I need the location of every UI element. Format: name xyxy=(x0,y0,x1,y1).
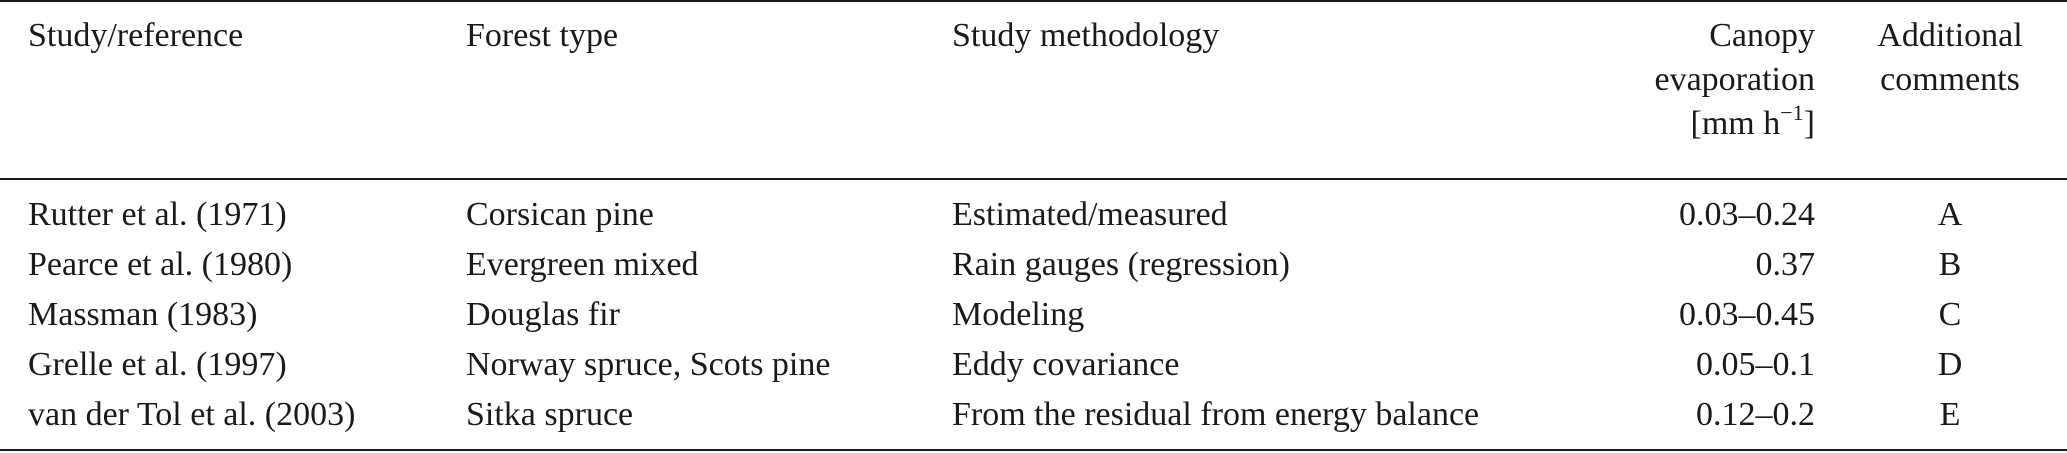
header-methodology: Study methodology xyxy=(952,17,1220,54)
cell-methodology: Rain gauges (regression) xyxy=(952,246,1291,283)
cell-methodology: Estimated/measured xyxy=(952,196,1228,233)
table-row xyxy=(0,193,2067,243)
table-bottom-rule xyxy=(0,449,2067,451)
table-row xyxy=(0,343,2067,393)
table-header-rule xyxy=(0,178,2067,180)
cell-study: Rutter et al. (1971) xyxy=(28,196,287,233)
cell-study: Grelle et al. (1997) xyxy=(28,346,287,383)
cell-evaporation: 0.03–0.24 xyxy=(1679,196,1815,233)
cell-forest-type: Sitka spruce xyxy=(466,396,634,433)
cell-comment: E xyxy=(1939,396,1961,433)
cell-forest-type: Evergreen mixed xyxy=(466,246,699,283)
header-comments-line2: comments xyxy=(1880,61,2020,98)
header-canopy-unit xyxy=(1570,102,1815,146)
cell-methodology: Eddy covariance xyxy=(952,346,1180,383)
cell-evaporation: 0.37 xyxy=(1755,246,1815,283)
table-body xyxy=(0,193,2067,443)
table-top-rule xyxy=(0,0,2067,2)
header-study: Study/reference xyxy=(28,17,244,54)
table-row xyxy=(0,243,2067,293)
cell-comment: C xyxy=(1938,296,1962,333)
header-canopy-unit-close: ] xyxy=(1803,105,1815,142)
header-canopy-evaporation xyxy=(1570,14,1815,146)
cell-forest-type: Corsican pine xyxy=(466,196,654,233)
cell-methodology: From the residual from energy balance xyxy=(952,396,1480,433)
cell-evaporation: 0.12–0.2 xyxy=(1696,396,1815,433)
cell-methodology: Modeling xyxy=(952,296,1085,333)
header-canopy-line1: Canopy xyxy=(1709,17,1815,54)
cell-study: van der Tol et al. (2003) xyxy=(28,396,356,433)
cell-study: Pearce et al. (1980) xyxy=(28,246,293,283)
cell-comment: A xyxy=(1937,196,1963,233)
header-canopy-line2: evaporation xyxy=(1654,61,1815,98)
cell-forest-type: Douglas fir xyxy=(466,296,620,333)
header-canopy-unit-base: [mm h xyxy=(1690,105,1781,142)
table-row xyxy=(0,393,2067,443)
cell-study: Massman (1983) xyxy=(28,296,258,333)
header-comments-line1: Additional xyxy=(1877,17,2023,54)
cell-forest-type: Norway spruce, Scots pine xyxy=(466,346,831,383)
header-additional-comments xyxy=(1850,14,2050,102)
cell-evaporation: 0.05–0.1 xyxy=(1696,346,1815,383)
cell-comment: B xyxy=(1938,246,1962,283)
cell-comment: D xyxy=(1937,346,1963,383)
header-canopy-unit-exp: −1 xyxy=(1780,100,1804,125)
cell-evaporation: 0.03–0.45 xyxy=(1679,296,1815,333)
header-forest-type: Forest type xyxy=(466,17,619,54)
table-row xyxy=(0,293,2067,343)
